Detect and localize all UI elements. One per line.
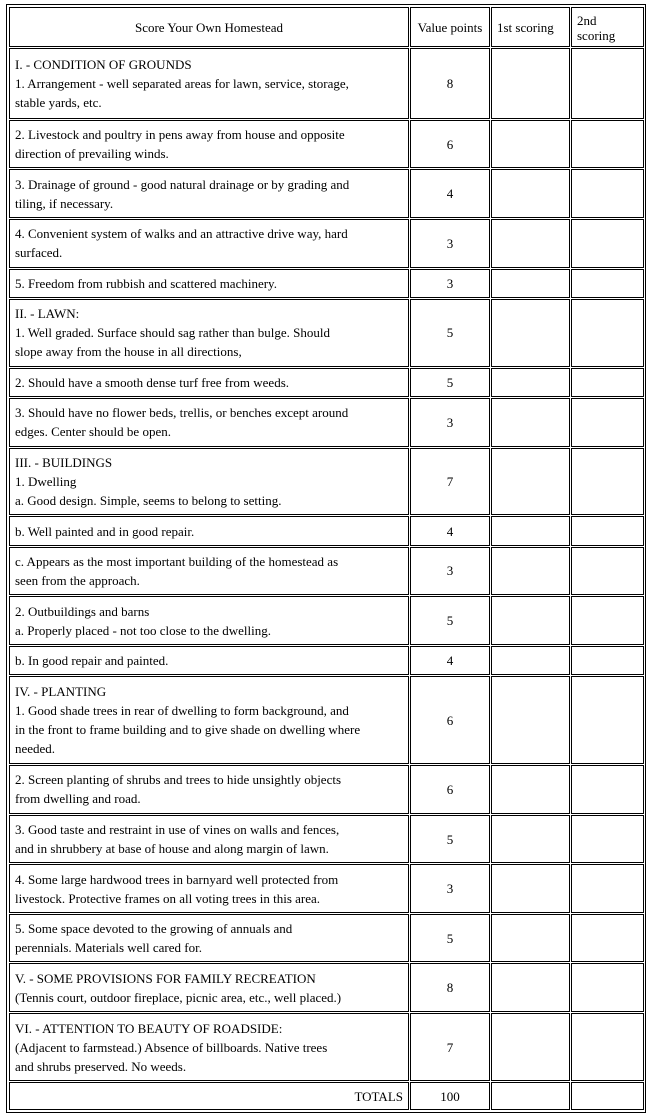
criterion-text-line: 2. Outbuildings and barns bbox=[15, 603, 150, 619]
criterion-description bbox=[9, 1013, 409, 1081]
first-scoring-cell[interactable] bbox=[491, 547, 570, 596]
value-points-cell: 5 bbox=[410, 368, 490, 397]
value-points-cell: 7 bbox=[410, 448, 490, 516]
first-scoring-cell[interactable] bbox=[491, 368, 570, 397]
table-row bbox=[9, 48, 644, 119]
table-row bbox=[9, 596, 644, 645]
second-scoring-cell[interactable] bbox=[571, 1013, 644, 1081]
criterion-description bbox=[9, 516, 409, 545]
table-row bbox=[9, 516, 644, 545]
criterion-text-line: and shrubs preserved. No weeds. bbox=[15, 1058, 187, 1074]
criterion-description bbox=[9, 596, 409, 645]
first-scoring-cell[interactable] bbox=[491, 1013, 570, 1081]
second-scoring-cell[interactable] bbox=[571, 516, 644, 545]
criterion-text-line: I. - CONDITION OF GROUNDS bbox=[15, 56, 192, 72]
criterion-description bbox=[9, 398, 409, 447]
criterion-text-line: 3. Should have no flower beds, trellis, or benches except around bbox=[15, 405, 349, 421]
criterion-text-line: 2. Should have a smooth dense turf free from weeds. bbox=[15, 374, 290, 390]
criterion-text-line: slope away from the house in all directions, bbox=[15, 344, 242, 360]
criterion-text-line: II. - LAWN: bbox=[15, 306, 80, 322]
value-points-cell: 7 bbox=[410, 1013, 490, 1081]
criterion-text-line: b. Well painted and in good repair. bbox=[15, 523, 195, 539]
criterion-text-line: IV. - PLANTING bbox=[15, 684, 107, 700]
criterion-text-line: direction of prevailing winds. bbox=[15, 146, 169, 162]
second-scoring-cell[interactable] bbox=[571, 269, 644, 298]
value-points-cell: 4 bbox=[410, 646, 490, 675]
table-row bbox=[9, 864, 644, 913]
first-scoring-cell[interactable] bbox=[491, 765, 570, 814]
criterion-description bbox=[9, 646, 409, 675]
table-row bbox=[9, 448, 644, 516]
criterion-text-line: (Adjacent to farmstead.) Absence of billboards. Native trees bbox=[15, 1039, 328, 1055]
criterion-description bbox=[9, 914, 409, 963]
value-points-cell: 3 bbox=[410, 398, 490, 447]
first-scoring-cell[interactable] bbox=[491, 596, 570, 645]
criterion-text-line: b. In good repair and painted. bbox=[15, 653, 169, 668]
totals-second-scoring-cell[interactable] bbox=[571, 1082, 644, 1110]
second-scoring-cell[interactable] bbox=[571, 864, 644, 913]
score-table bbox=[8, 6, 645, 1111]
criterion-description bbox=[9, 219, 409, 268]
value-points-cell: 3 bbox=[410, 547, 490, 596]
first-scoring-cell[interactable] bbox=[491, 398, 570, 447]
criterion-text-line: in the front to frame building and to give shade on dwelling where bbox=[15, 722, 361, 738]
criterion-text-line: 4. Some large hardwood trees in barnyard well protected from bbox=[15, 871, 339, 887]
first-scoring-cell[interactable] bbox=[491, 299, 570, 367]
table-row bbox=[9, 299, 644, 367]
criterion-text-line: 3. Good taste and restraint in use of vines on walls and fences, bbox=[15, 822, 340, 838]
second-scoring-cell[interactable] bbox=[571, 963, 644, 1012]
second-scoring-header bbox=[571, 7, 644, 47]
table-row bbox=[9, 963, 644, 1012]
value-points-cell: 5 bbox=[410, 815, 490, 864]
value-points-cell: 6 bbox=[410, 765, 490, 814]
criterion-text-line: tiling, if necessary. bbox=[15, 195, 114, 211]
value-points-cell: 3 bbox=[410, 219, 490, 268]
value-points-cell: 5 bbox=[410, 596, 490, 645]
second-scoring-cell[interactable] bbox=[571, 120, 644, 169]
value-points-cell: 6 bbox=[410, 676, 490, 764]
table-row bbox=[9, 398, 644, 447]
criterion-text-line: 3. Drainage of ground - good natural drainage or by grading and bbox=[15, 176, 350, 192]
first-scoring-cell[interactable] bbox=[491, 48, 570, 119]
first-scoring-cell[interactable] bbox=[491, 815, 570, 864]
criterion-text-line: (Tennis court, outdoor fireplace, picnic area, etc., well placed.) bbox=[15, 989, 342, 1005]
first-scoring-header: 1st scoring bbox=[491, 7, 570, 47]
criterion-text-line: surfaced. bbox=[15, 245, 63, 261]
criterion-text-line: 4. Convenient system of walks and an attractive drive way, hard bbox=[15, 226, 348, 242]
table-row bbox=[9, 547, 644, 596]
criterion-text-line: V. - SOME PROVISIONS FOR FAMILY RECREATION bbox=[15, 970, 316, 986]
criterion-text-line: a. Properly placed - not too close to the dwelling. bbox=[15, 622, 271, 638]
value-points-header: Value points bbox=[410, 7, 490, 47]
value-points-cell: 8 bbox=[410, 48, 490, 119]
criterion-text-line: 1. Well graded. Surface should sag rather than bulge. Should bbox=[15, 325, 330, 341]
second-scoring-cell[interactable] bbox=[571, 547, 644, 596]
score-sheet bbox=[6, 4, 646, 1113]
second-scoring-cell[interactable] bbox=[571, 914, 644, 963]
second-scoring-cell[interactable] bbox=[571, 646, 644, 675]
first-scoring-cell[interactable] bbox=[491, 676, 570, 764]
second-scoring-cell[interactable] bbox=[571, 676, 644, 764]
criterion-text-line: seen from the approach. bbox=[15, 572, 140, 588]
second-scoring-header-line1: 2nd bbox=[577, 12, 597, 28]
table-title: Score Your Own Homestead bbox=[9, 7, 409, 47]
first-scoring-cell[interactable] bbox=[491, 864, 570, 913]
totals-first-scoring-cell[interactable] bbox=[491, 1082, 570, 1110]
value-points-cell: 6 bbox=[410, 120, 490, 169]
criterion-text-line: edges. Center should be open. bbox=[15, 424, 171, 440]
criterion-description bbox=[9, 676, 409, 764]
table-row bbox=[9, 815, 644, 864]
value-points-cell: 5 bbox=[410, 299, 490, 367]
criterion-description bbox=[9, 815, 409, 864]
table-row bbox=[9, 269, 644, 298]
first-scoring-cell[interactable] bbox=[491, 219, 570, 268]
criterion-description bbox=[9, 765, 409, 814]
value-points-cell: 5 bbox=[410, 914, 490, 963]
table-row bbox=[9, 765, 644, 814]
first-scoring-cell[interactable] bbox=[491, 120, 570, 169]
criterion-text-line: perennials. Materials well cared for. bbox=[15, 940, 202, 956]
criterion-description bbox=[9, 48, 409, 119]
criterion-description bbox=[9, 448, 409, 516]
second-scoring-cell[interactable] bbox=[571, 596, 644, 645]
criterion-text-line: livestock. Protective frames on all voting trees in this area. bbox=[15, 890, 321, 906]
second-scoring-cell[interactable] bbox=[571, 368, 644, 397]
first-scoring-cell[interactable] bbox=[491, 646, 570, 675]
table-row bbox=[9, 676, 644, 764]
table-row bbox=[9, 120, 644, 169]
second-scoring-cell[interactable] bbox=[571, 299, 644, 367]
first-scoring-cell[interactable] bbox=[491, 914, 570, 963]
criterion-description bbox=[9, 368, 409, 397]
second-scoring-cell[interactable] bbox=[571, 169, 644, 218]
criterion-description bbox=[9, 269, 409, 298]
criterion-text-line: needed. bbox=[15, 741, 56, 757]
table-row bbox=[9, 646, 644, 675]
value-points-cell: 3 bbox=[410, 864, 490, 913]
table-row bbox=[9, 169, 644, 218]
criterion-text-line: III. - BUILDINGS bbox=[15, 454, 113, 470]
value-points-cell: 8 bbox=[410, 963, 490, 1012]
table-row bbox=[9, 914, 644, 963]
criterion-text-line: c. Appears as the most important building of the homestead as bbox=[15, 553, 339, 569]
totals-row bbox=[9, 1082, 644, 1110]
criterion-description bbox=[9, 120, 409, 169]
criterion-text-line: 2. Livestock and poultry in pens away from house and opposite bbox=[15, 127, 345, 143]
criterion-text-line: 5. Freedom from rubbish and scattered machinery. bbox=[15, 275, 277, 291]
value-points-cell: 4 bbox=[410, 169, 490, 218]
value-points-cell: 4 bbox=[410, 516, 490, 545]
table-row bbox=[9, 1013, 644, 1081]
totals-value: 100 bbox=[410, 1082, 490, 1110]
criterion-description bbox=[9, 169, 409, 218]
second-scoring-cell[interactable] bbox=[571, 219, 644, 268]
first-scoring-cell[interactable] bbox=[491, 448, 570, 516]
header-row bbox=[9, 7, 644, 47]
criterion-description bbox=[9, 864, 409, 913]
table-row bbox=[9, 368, 644, 397]
criterion-text-line: and in shrubbery at base of house and along margin of lawn. bbox=[15, 841, 329, 857]
criterion-text-line: VI. - ATTENTION TO BEAUTY OF ROADSIDE: bbox=[15, 1020, 283, 1036]
criterion-text-line: from dwelling and road. bbox=[15, 791, 141, 807]
first-scoring-cell[interactable] bbox=[491, 269, 570, 298]
second-scoring-cell[interactable] bbox=[571, 48, 644, 119]
second-scoring-cell[interactable] bbox=[571, 815, 644, 864]
criterion-description bbox=[9, 963, 409, 1012]
table-row bbox=[9, 219, 644, 268]
criterion-text-line: a. Good design. Simple, seems to belong to setting. bbox=[15, 492, 282, 508]
first-scoring-cell[interactable] bbox=[491, 516, 570, 545]
criterion-description bbox=[9, 299, 409, 367]
second-scoring-header-line2: scoring bbox=[577, 27, 616, 43]
criterion-text-line: 1. Arrangement - well separated areas for lawn, service, storage, bbox=[15, 75, 349, 91]
totals-label: TOTALS bbox=[9, 1082, 409, 1110]
value-points-cell: 3 bbox=[410, 269, 490, 298]
criterion-text-line: 1. Good shade trees in rear of dwelling to form background, and bbox=[15, 703, 349, 719]
criterion-text-line: stable yards, etc. bbox=[15, 94, 102, 110]
criterion-text-line: 1. Dwelling bbox=[15, 473, 77, 489]
first-scoring-cell[interactable] bbox=[491, 963, 570, 1012]
first-scoring-cell[interactable] bbox=[491, 169, 570, 218]
criterion-text-line: 5. Some space devoted to the growing of annuals and bbox=[15, 921, 293, 937]
criteria-list bbox=[9, 48, 644, 1081]
criterion-text-line: 2. Screen planting of shrubs and trees to hide unsightly objects bbox=[15, 772, 342, 788]
second-scoring-cell[interactable] bbox=[571, 398, 644, 447]
second-scoring-cell[interactable] bbox=[571, 448, 644, 516]
second-scoring-cell[interactable] bbox=[571, 765, 644, 814]
criterion-description bbox=[9, 547, 409, 596]
